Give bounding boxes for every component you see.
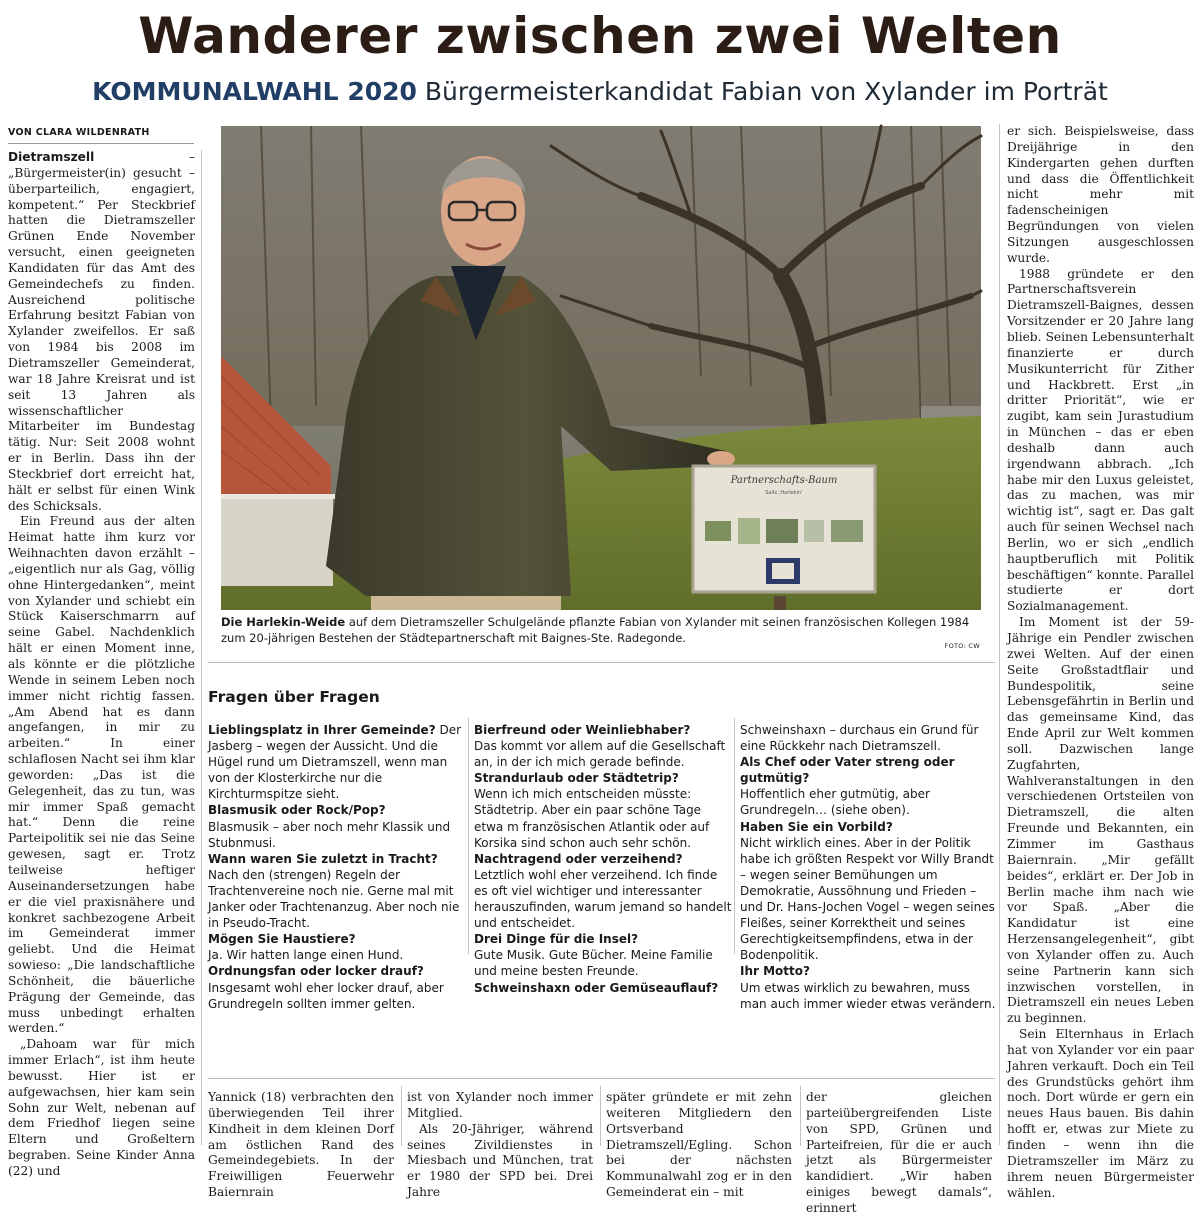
qa-answer: Gute Musik. Gute Bücher. Meine Familie und meine besten Freunde. [474, 948, 713, 979]
column-rule [800, 1086, 801, 1146]
qa-answer: Ja. Wir hatten lange einen Hund. [208, 948, 404, 963]
article-paragraph: später gründete er mit zehn weiteren Mitgliedern den Ortsverband Dietramszell/Egling. Schon bei der nächsten Kommunalwahl zog er in den Gemeinderat ein – mit [606, 1090, 792, 1200]
article-column-bottom-1 [208, 1090, 394, 1200]
article-photo [221, 126, 981, 610]
qa-question: Bierfreund oder Weinliebhaber? [474, 723, 691, 737]
subheadline [0, 76, 1200, 108]
qa-item [474, 770, 732, 850]
column-rule [600, 1086, 601, 1146]
article-column-bottom-2 [407, 1090, 593, 1200]
qa-item [474, 722, 732, 770]
qa-question: Lieblingsplatz in Ihrer Gemeinde? [208, 723, 436, 737]
qa-answer: Schweinshaxn – durchaus ein Grund für eine Rückkehr nach Dietramszell. [740, 723, 979, 754]
caption-lead: Die Harlekin-Weide [221, 615, 346, 629]
qa-answer: Wenn ich mich entscheiden müsste: Städtetrip. Aber ein paar schöne Tage etwa m französischen Atlantik oder auf Korsika sind schon auch sehr schön. [474, 787, 710, 850]
qa-title: Fragen über Fragen [208, 688, 380, 706]
qa-answer: Nicht wirklich eines. Aber in der Politik habe ich größten Respekt vor Willy Brandt – wegen seiner Bemühungen um Demokratie, Aussöhnung und Frieden – und Dr. Hans-Jochen Vogel – wegen seines Fleißes, seiner Korrektheit und seines Gerechtigkeitsempfindens, etwa in der Bodenpolitik. [740, 835, 995, 963]
qa-item [740, 963, 998, 1011]
qa-answer: Insgesamt wohl eher locker drauf, aber Grundregeln sollten immer gelten. [208, 980, 444, 1011]
qa-answer: Letztlich wohl eher verzeihend. Ich finde es oft viel wichtiger und interessanter herauszufinden, warum jemand so handelt und entscheidet. [474, 867, 732, 931]
article-paragraph: Sein Elternhaus in Erlach hat von Xylander vor ein paar Jahren verkauft. Doch ein Teil des Grundstücks gehört ihm noch. Dort würde er gern ein neues Haus bauen. Bis dahin hofft er, etwas zur Miete zu finden – wenn ihn die Dietramszeller im März zu ihrem neuen Bürgermeister wählen. [1007, 1027, 1194, 1200]
article-column-left [8, 150, 195, 1178]
article-paragraph: 1988 gründete er den Partnerschaftsverein Dietramszell-Baignes, dessen Vorsitzender er 20 Jahre lang blieb. Seinen Lebensunterhalt finanzierte er durch Musikunterricht für Zither und Hackbrett. Erst „in dritter Priorität“, wie er zugibt, kam sein Jurastudium in München – das er eben deshalb dann auch irgendwann abbrach. „Ich habe mir den Luxus geleistet, das zu machen, was mir wichtig ist“, sagt er. Das galt auch für seinen Wechsel nach Berlin, wo er sich „endlich hauptberuflich mit Politik beschäftigen“ konnte. Parallel studierte er dort Sozialmanagement. [1007, 266, 1194, 614]
qa-answer: Nach den (strengen) Regeln der Trachtenvereine noch nie. Gerne mal mit Janker oder Trachtenanzug. Aber noch nie in Pseudo-Tracht. [208, 867, 460, 931]
byline: VON CLARA WILDENRATH [8, 126, 194, 144]
qa-item [208, 802, 466, 850]
qa-question: Drei Dinge für die Insel? [474, 932, 639, 947]
subhead-text: Bürgermeisterkandidat Fabian von Xylander im Porträt [424, 77, 1108, 106]
article-paragraph: Ein Freund aus der alten Heimat hatte ihm kurz vor Weihnachten davon erzählt – „eigentlich nur als Gag, völlig ohne Hintergedanken“, meint von Xylander und schiebt ein Stück Kaiserschmarrn auf seine Gabel. Nachdenklich hält er einen Moment inne, als könnte er die plötzliche Wende in seinem Leben noch immer nicht richtig fassen. „Am Abend hat es dann angefangen, in mir zu arbeiten.“ In einer schlaflosen Nacht sei ihm klar geworden: „Das ist die Gelegenheit, das zu tun, was mir immer Spaß gemacht hat.“ Denn die reine Parteipolitik sei nie das Seine gewesen, sagt er. Trotz teilweise heftiger Auseinandersetzungen habe er die viel praxisnähere und konkret sachbezogene Arbeit im Gemeinderat immer geliebt. Und die Heimat sowieso: „Die landschaftliche Schönheit, die bäuerliche Prägung der Gemeinde, das muss unbedingt erhalten werden.“ [8, 514, 195, 1036]
article-paragraph: der gleichen parteiübergreifenden Liste von SPD, Grünen und Parteifreien, für die er auch jetzt als Bürgermeister kandidiert. „Wir haben einiges bewegt damals“, erinnert [806, 1090, 992, 1215]
qa-question: Schweinshaxn oder Gemüseauflauf? [474, 980, 719, 995]
qa-item [474, 931, 732, 979]
qa-item [208, 963, 466, 1011]
qa-answer: Das kommt vor allem auf die Gesellschaft an, in der ich mich gerade befinde. [474, 739, 726, 770]
qa-column-1 [208, 722, 466, 1011]
article-paragraph: ist von Xylander noch immer Mitglied. [407, 1090, 593, 1120]
qa-item [474, 980, 732, 996]
qa-question: Strandurlaub oder Städtetrip? [474, 771, 679, 786]
qa-question: Ihr Motto? [740, 964, 810, 979]
article-paragraph: Im Moment ist der 59-Jährige ein Pendler zwischen zwei Welten. Auf der einen Seite Großstadtflair und Bundespolitik, seine Lebensgefährtin in Berlin und das gemeinsame Kind, das Ende April zur Welt kommen soll. Dazwischen lange Zugfahrten, Wahlveranstaltungen in den verschiedenen Ortsteilen von Dietramszell, die alten Freunde und Bekannten, ein Zimmer im Gasthaus Baiernrain. „Mir gefällt beides“, erklärt er. Der Job in Berlin mache ihm nach wie vor Spaß. „Aber die Kandidatur ist eine Herzensangelegenheit“, gibt von Xylander offen zu. Auch seine Partnerin kann sich inzwischen vorstellen, in Dietramszell ein neues Leben zu beginnen. [1007, 615, 1194, 1026]
photo-caption [221, 614, 981, 646]
qa-item [740, 722, 998, 754]
qa-question: Nachtragend oder verzeihend? [474, 851, 683, 866]
qa-item [208, 931, 466, 963]
qa-answer: Der Jasberg – wegen der Aussicht. Und die Hügel rund um Dietramszell, wenn man von der Klosterkirche nur die Kirchturmspitze sieht. [208, 723, 462, 802]
qa-answer: Um etwas wirklich zu bewahren, muss man auch immer wieder etwas verändern. [740, 980, 996, 1011]
sign-title: Partnerschafts-Baum [730, 475, 838, 486]
caption-text: auf dem Dietramszeller Schulgelände pflanzte Fabian von Xylander mit seinen französischen Kollegen 1984 zum 20-jährigen Bestehen der Städtepartnerschaft mit Baignes-Ste. Radegonde. [221, 615, 970, 645]
qa-column-3 [740, 722, 998, 1011]
sign-subtitle: Salix ‚Harlekin‘ [765, 490, 803, 496]
headline: Wanderer zwischen zwei Welten [138, 7, 1062, 65]
qa-question: Haben Sie ein Vorbild? [740, 819, 893, 834]
article-column-bottom-4 [806, 1090, 992, 1215]
qa-question: Ordnungsfan oder locker drauf? [208, 964, 424, 979]
dateline: Dietramszell [8, 150, 95, 164]
qa-top-rule [208, 662, 995, 663]
qa-question: Als Chef oder Vater streng oder gutmütig? [740, 755, 955, 786]
column-rule [201, 150, 202, 1145]
photo-credit: FOTO: CW [944, 642, 980, 650]
article-paragraph: er sich. Beispielsweise, dass Dreijährige in den Kindergarten gehen durften und dass die Öffentlichkeit nicht mehr mit fadenscheinigen Begründungen von vielen Sitzungen ausgeschlossen wurde. [1007, 124, 1194, 265]
paragraph-text: – „Bürgermeister(in) gesucht – überparteilich, engagiert, kompetent.“ Per Steckbrief hatten die Dietramszeller Grünen Ende November versucht, einen geeigneten Kandidaten für das Amt des Gemeindechefs zu finden. Ausreichend politische Erfahrung besitzt Fabian von Xylander zweifellos. Er saß von 1984 bis 2008 im Dietramszeller Gemeinderat, war 18 Jahre Kreisrat und ist seit 13 Jahren als wissenschaftlicher Mitarbeiter im Bundestag tätig. Nur: Seit 2008 wohnt er in Berlin. Dass ihn der Steckbrief dort erreicht hat, hält er selbst für einen Wink des Schicksals. [8, 150, 195, 513]
article-paragraph: „Dahoam war für mich immer Erlach“, ist ihm heute bewusst. Hier ist er aufgewachsen, hier kam sein Sohn zur Welt, nebenan auf dem Friedhof liegen seine Eltern und Großeltern begraben. Seine Kinder Anna (22) und [8, 1037, 195, 1178]
qa-item [474, 851, 732, 931]
article-paragraph: Als 20-Jähriger, während seines Zivildienstes in Miesbach und München, trat er 1980 der SPD bei. Drei Jahre [407, 1121, 593, 1200]
qa-item [208, 722, 466, 802]
article-paragraph: Yannick (18) verbrachten den überwiegenden Teil ihrer Kindheit in dem kleinen Dorf am östlichen Rand des Gemeindegebiets. In der Freiwilligen Feuerwehr Baiernrain [208, 1090, 394, 1200]
photo-illustration [221, 126, 981, 610]
qa-column-rule [734, 718, 735, 954]
column-rule [401, 1086, 402, 1146]
article-column-bottom-3 [606, 1090, 792, 1200]
qa-bottom-rule [208, 1078, 995, 1079]
qa-question: Blasmusik oder Rock/Pop? [208, 803, 386, 818]
qa-question: Mögen Sie Haustiere? [208, 932, 356, 947]
qa-spacer [208, 666, 995, 667]
article-paragraph [8, 150, 195, 514]
qa-column-2 [474, 722, 732, 995]
sign-board [693, 466, 875, 610]
article-column-right [1007, 124, 1194, 1200]
qa-item [208, 851, 466, 931]
subhead-kicker: KOMMUNALWAHL 2020 [92, 77, 417, 106]
qa-item [740, 819, 998, 964]
qa-answer: Blasmusik – aber noch mehr Klassik und Stubnmusi. [208, 819, 451, 850]
qa-question: Wann waren Sie zuletzt in Tracht? [208, 851, 438, 866]
qa-item [740, 754, 998, 818]
column-rule [999, 124, 1000, 1145]
qa-column-rule [468, 718, 469, 954]
qa-answer: Hoffentlich eher gutmütig, aber Grundregeln… (siehe oben). [740, 787, 930, 818]
